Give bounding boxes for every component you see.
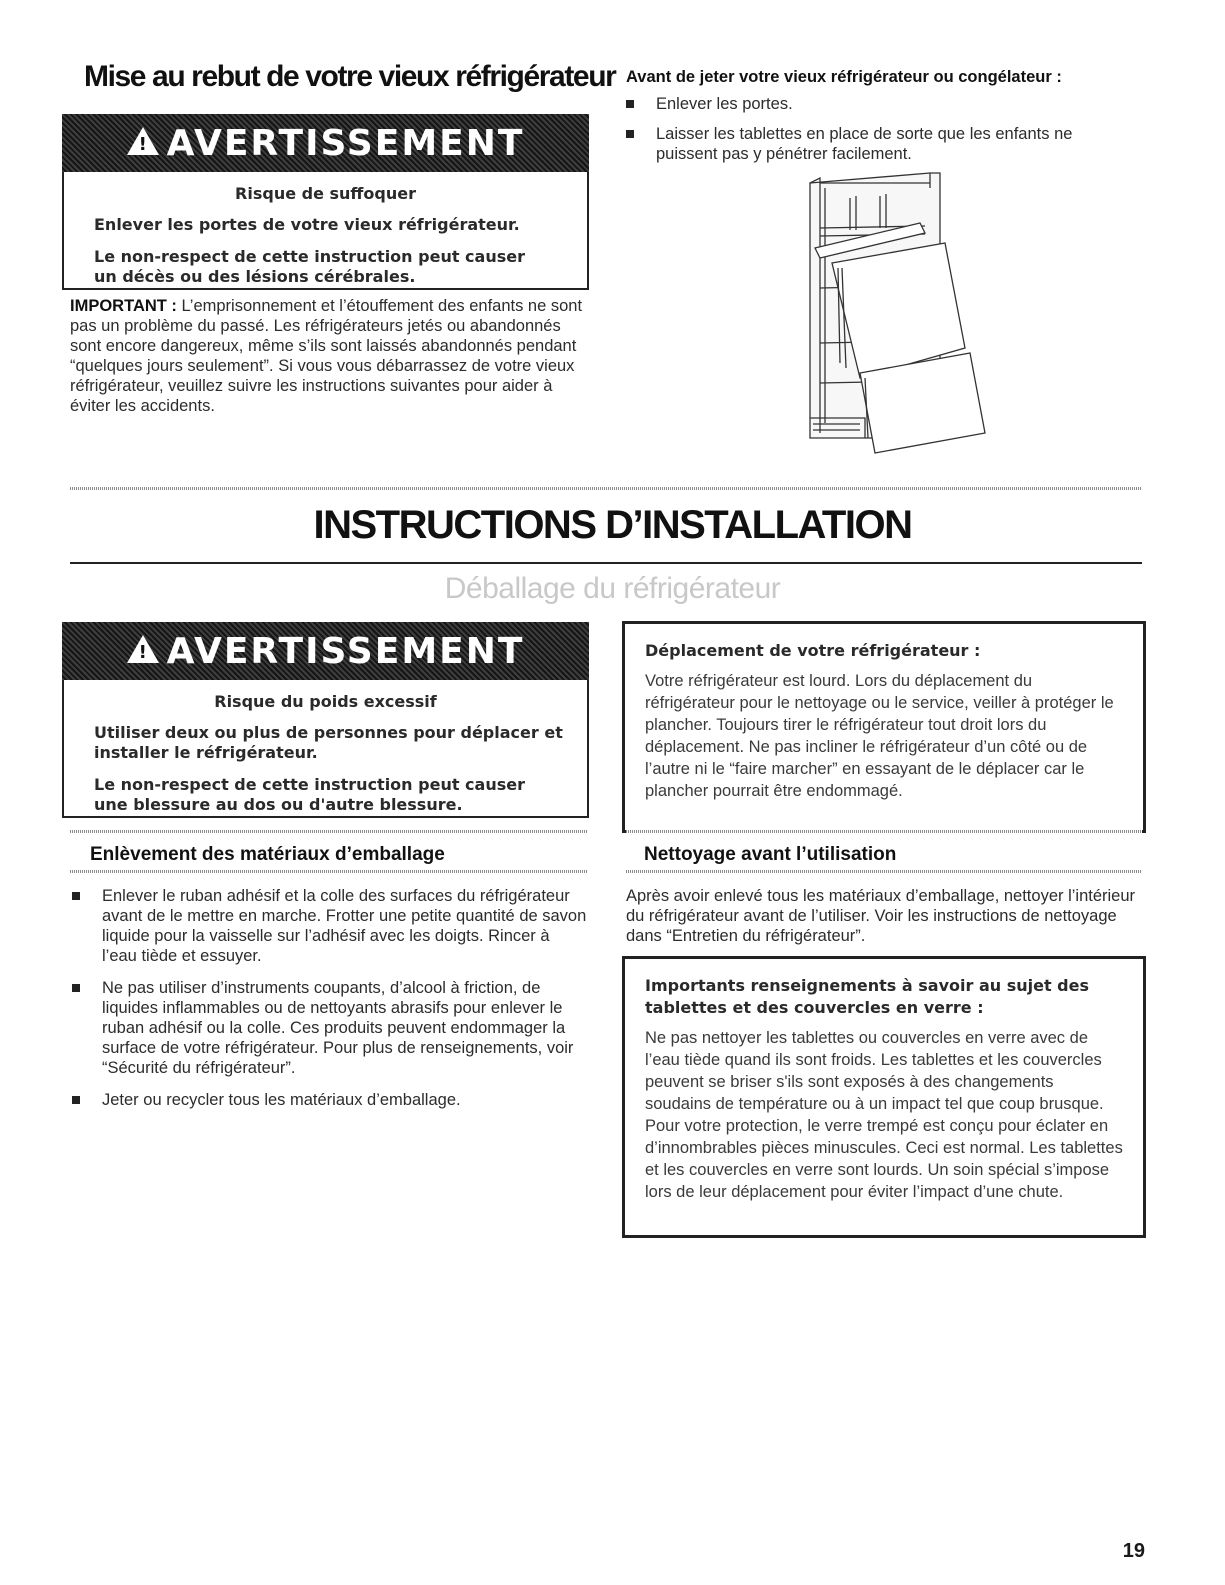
warning-instruction-line: Utiliser deux ou plus de personnes pour déplacer et xyxy=(94,723,563,742)
list-item xyxy=(626,124,1126,164)
warning-instruction: Enlever les portes de votre vieux réfrigérateur. xyxy=(94,215,520,234)
weight-warning-box xyxy=(62,622,589,818)
warning-banner-label: AVERTISSEMENT xyxy=(166,630,525,672)
unpacking-subtitle: Déballage du réfrigérateur xyxy=(444,572,781,605)
installation-title: INSTRUCTIONS D’INSTALLATION xyxy=(313,503,912,547)
glass-shelves-box xyxy=(622,956,1146,1238)
packing-heading: Enlèvement des matériaux d’emballage xyxy=(90,844,445,865)
warning-consequence-line: Le non-respect de cette instruction peut causer xyxy=(94,775,525,794)
packing-rule-bottom xyxy=(70,870,588,873)
list-item-text: Enlever les portes. xyxy=(656,95,793,113)
warning-risk: Risque du poids excessif xyxy=(214,692,437,711)
warning-consequence xyxy=(94,247,587,287)
warning-banner xyxy=(62,622,589,680)
warning-consequence-line: un décès ou des lésions cérébrales. xyxy=(94,267,416,286)
packing-list xyxy=(72,886,587,1122)
list-item-text: Laisser les tablettes en place de sorte que les enfants ne puissent pas y pénétrer facilement. xyxy=(656,125,1073,163)
warning-consequence xyxy=(94,775,587,815)
warning-instruction-line: installer le réfrigérateur. xyxy=(94,743,318,762)
bullet-icon xyxy=(72,1096,80,1104)
suffocation-warning-box xyxy=(62,114,589,290)
important-paragraph xyxy=(70,296,588,416)
glass-title: Importants renseignements à savoir au sujet des tablettes et des couvercles en verre : xyxy=(645,976,1089,1017)
cleaning-rule-bottom xyxy=(626,870,1142,873)
page-number: 19 xyxy=(1122,1540,1145,1562)
cleaning-rule-top xyxy=(626,830,1142,833)
important-label: IMPORTANT : xyxy=(70,297,177,315)
list-item-text: Ne pas utiliser d’instruments coupants, d’alcool à friction, de liquides inflammables ou de nettoyants abrasifs pour enlever le ruban adhésif ou la colle. Ces produits peuvent endommager la surface de votre réfrigérateur. Pour plus de renseignements, voir “Sécurité du réfrigérateur”. xyxy=(102,979,574,1077)
important-text: L’emprisonnement et l’étouffement des enfants ne sont pas un problème du passé. Les réfrigérateurs jetés ou abandonnés sont encore dangereux, même s’ils sont laissés abandonnés pendant “quelques jours seulement”. Si vous vous débarrassez de votre vieux réfrigérateur, veuillez suivre les instructions suivantes pour aider à éviter les accidents. xyxy=(70,297,583,415)
section-divider xyxy=(70,487,1142,490)
bullet-icon xyxy=(72,984,80,992)
glass-text: Ne pas nettoyer les tablettes ou couvercles en verre avec de l’eau tiède quand ils sont froids. Les tablettes et les couvercles peuvent se briser s'ils sont exposés à des changements soudains de température ou à un impact tel que coup brusque. Pour votre protection, le verre trempé est conçu pour éclater en d’innombrables pièces minuscules. Ceci est normal. Les tablettes et les couvercles en verre sont lourds. Un soin spécial s’impose lors de leur déplacement pour éviter l’impact d’une chute. xyxy=(645,1029,1123,1201)
warning-banner xyxy=(62,114,589,172)
moving-title: Déplacement de votre réfrigérateur : xyxy=(645,641,981,660)
cleaning-heading: Nettoyage avant l’utilisation xyxy=(644,844,897,865)
refrigerator-doors-removed-illustration xyxy=(780,168,1010,458)
disposal-title: Mise au rebut de votre vieux réfrigérateur xyxy=(84,60,616,93)
bullet-icon xyxy=(626,130,634,138)
before-disposal-heading: Avant de jeter votre vieux réfrigérateur ou congélateur : xyxy=(626,68,1062,86)
warning-consequence-line: une blessure au dos ou d'autre blessure. xyxy=(94,795,463,814)
warning-consequence-line: Le non-respect de cette instruction peut causer xyxy=(94,247,525,266)
list-item xyxy=(626,94,1126,114)
list-item xyxy=(72,1090,587,1110)
warning-triangle-icon xyxy=(127,635,159,663)
warning-risk: Risque de suffoquer xyxy=(235,184,416,203)
list-item xyxy=(72,886,587,966)
list-item-text: Enlever le ruban adhésif et la colle des surfaces du réfrigérateur avant de le mettre en marche. Frotter une petite quantité de savon liquide pour la vaisselle sur l’adhésif avec les doigts. Rincer à l’eau tiède et essuyer. xyxy=(102,887,587,965)
bullet-icon xyxy=(72,892,80,900)
packing-rule-top xyxy=(70,830,588,833)
bullet-icon xyxy=(626,100,634,108)
warning-banner-label: AVERTISSEMENT xyxy=(166,122,525,164)
warning-triangle-icon xyxy=(127,127,159,155)
warning-instruction xyxy=(94,723,587,763)
title-underline xyxy=(70,562,1142,564)
list-item-text: Jeter ou recycler tous les matériaux d’emballage. xyxy=(102,1091,461,1109)
cleaning-text: Après avoir enlevé tous les matériaux d’emballage, nettoyer l’intérieur du réfrigérateur avant de l’utiliser. Voir les instructions de nettoyage dans “Entretien du réfrigérateur”. xyxy=(626,887,1136,945)
list-item xyxy=(72,978,587,1078)
moving-text: Votre réfrigérateur est lourd. Lors du déplacement du réfrigérateur pour le nettoyage ou le service, veiller à protéger le plancher. Toujours tirer le réfrigérateur tout droit lors du déplacement. Ne pas incliner le réfrigérateur d’un côté ou de l’autre ni le “faire marcher” en essayant de le déplacer car le plancher pourrait être endommagé. xyxy=(645,672,1114,800)
moving-refrigerator-box xyxy=(622,621,1146,833)
before-disposal-list xyxy=(626,94,1126,176)
